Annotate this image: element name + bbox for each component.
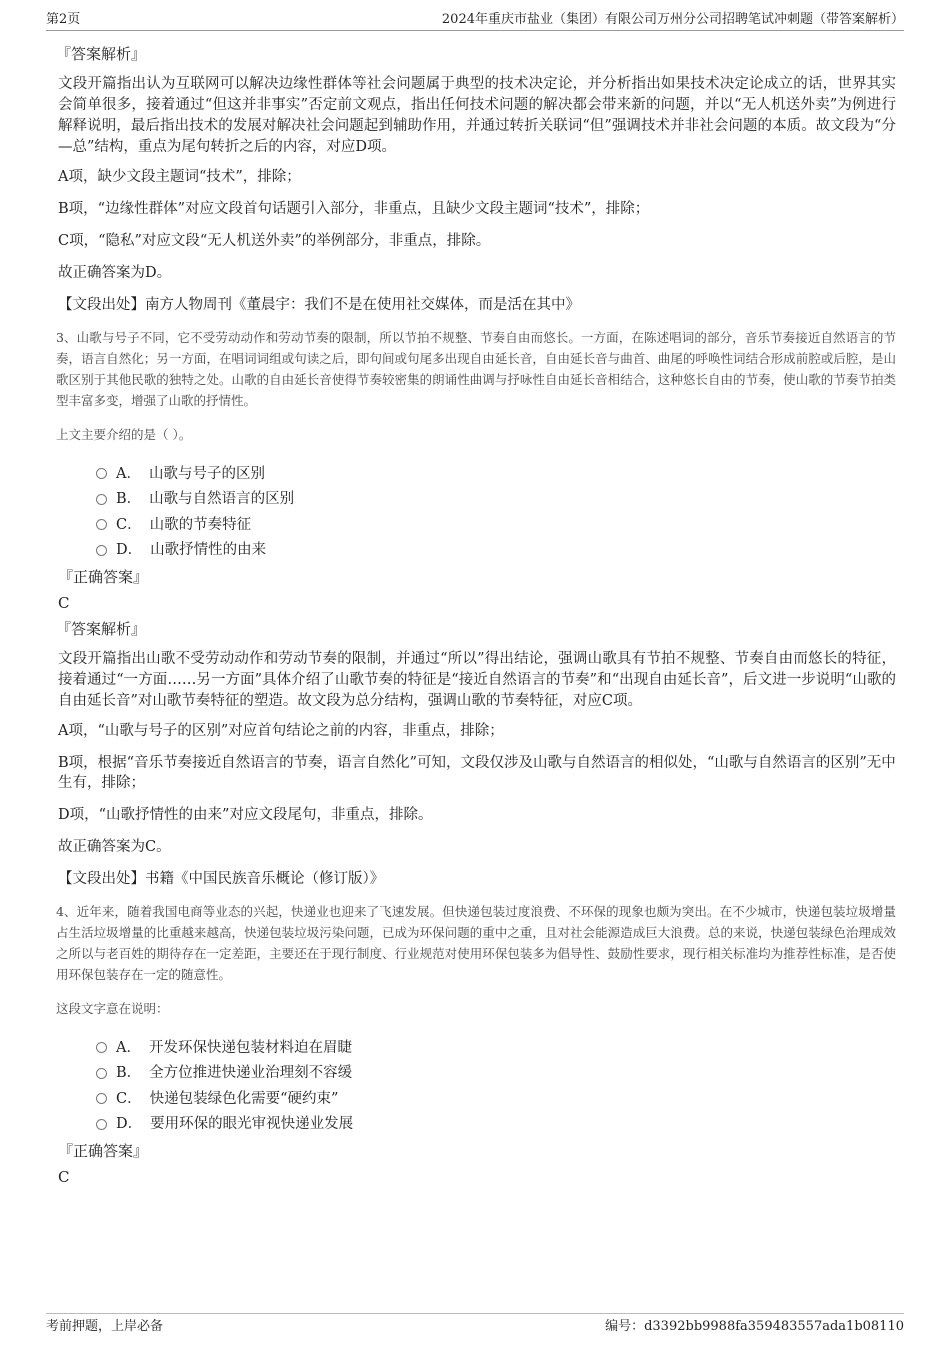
option-letter: B． xyxy=(116,491,142,508)
analysis-item: B项，根据“音乐节奏接近自然语言的节奏，语言自然化”可知，文段仅涉及山歌与自然语言的相似处，“山歌与自然语言的区别”无中生有，排除； xyxy=(58,755,896,791)
document-id: 编号：d3392bb9988fa359483557ada1b08110 xyxy=(605,1319,904,1334)
radio-button-icon[interactable] xyxy=(96,494,107,505)
option-d[interactable] xyxy=(96,538,896,564)
option-letter: C． xyxy=(116,516,142,533)
option-letter: C． xyxy=(116,1090,142,1107)
analysis-label: 『答案解析』 xyxy=(56,620,147,638)
option-text: 快递包装绿色化需要“硬约束” xyxy=(149,1090,339,1107)
option-letter: D． xyxy=(116,1116,143,1133)
footer-slogan: 考前押题，上岸必备 xyxy=(46,1319,164,1334)
radio-button-icon[interactable] xyxy=(96,1068,107,1079)
source-citation: 【文段出处】书籍《中国民族音乐概论（修订版）》 xyxy=(58,871,385,887)
question-4-text: 4、近年来，随着我国电商等业态的兴起，快递业也迎来了飞速发展。但快递包装过度浪费、不环保的现象也颇为突出。在不少城市，快递包装垃圾增量占生活垃圾增量的比重越来越高，快递包装垃圾污染问题，已成为环保问题的重中之重，且对社会能源造成巨大浪费。总的来说，快递包装绿色治理成效之所以与老百姓的期待存在一定差距，主要还在于现行制度、行业规范对使用环保包装多为倡导性、鼓励性要求，现行相关标准均为推荐性标准，是否使用环保包装存在一定的随意性。 xyxy=(56,904,896,982)
correct-answer-label: 『正确答案』 xyxy=(58,568,149,586)
page-number: 第2页 xyxy=(46,12,81,27)
analysis-item: B项，“边缘性群体”对应文段首句话题引入部分，非重点，且缺少文段主题词“技术”，排除； xyxy=(58,201,650,217)
correct-answer: C xyxy=(58,1168,70,1186)
analysis-item: A项，缺少文段主题词“技术”，排除； xyxy=(58,169,301,185)
option-letter: B． xyxy=(116,1065,142,1082)
radio-button-icon[interactable] xyxy=(96,519,107,530)
radio-button-icon[interactable] xyxy=(96,545,107,556)
option-text: 要用环保的眼光审视快递业发展 xyxy=(150,1116,354,1133)
analysis-conclusion: 故正确答案为C。 xyxy=(58,839,171,855)
analysis-paragraph: 文段开篇指出山歌不受劳动动作和劳动节奏的限制，并通过“所以”得出结论，强调山歌具有节拍不规整、节奏自由而悠长的特征，接着通过“一方面……另一方面”具体介绍了山歌节奏的特征是“接近自然语言的节奏”和“出现自由延长音”，后文进一步说明“山歌的自由延长音”对山歌节奏特征的塑造。故文段为总分结构，强调山歌的节奏特征，对应C项。 xyxy=(58,651,896,709)
analysis-item: A项，“山歌与号子的区别”对应首句结论之前的内容，非重点，排除； xyxy=(58,723,504,739)
option-text: 山歌与自然语言的区别 xyxy=(149,491,295,508)
option-c[interactable] xyxy=(96,512,896,538)
correct-answer: C xyxy=(58,594,70,612)
option-d[interactable] xyxy=(96,1112,896,1138)
option-letter: A． xyxy=(116,1039,141,1056)
option-text: 山歌抒情性的由来 xyxy=(150,542,267,559)
option-letter: D． xyxy=(116,542,143,559)
analysis-item: D项，“山歌抒情性的由来”对应文段尾句，非重点，排除。 xyxy=(58,807,433,823)
option-letter: A． xyxy=(116,465,141,482)
option-text: 山歌的节奏特征 xyxy=(149,516,252,533)
option-b[interactable] xyxy=(96,1061,896,1087)
radio-button-icon[interactable] xyxy=(96,1042,107,1053)
question-4-options xyxy=(96,1035,896,1137)
page-footer xyxy=(46,1313,904,1334)
question-3-text: 3、山歌与号子不同，它不受劳动动作和劳动节奏的限制，所以节拍不规整、节奏自由而悠长。一方面，在陈述唱词的部分，音乐节奏接近自然语言的节奏，语言自然化；另一方面，在唱词词组或句读之后，即句间或句尾多出现自由延长音，自由延长音与曲首、曲尾的呼唤性词结合形成前腔或后腔，是山歌区别于其他民歌的独特之处。山歌的自由延长音使得节奏较密集的朗诵性曲调与抒咏性自由延长音相结合，这种悠长自由的节奏，使山歌的节奏节拍类型丰富多变，增强了山歌的抒情性。 xyxy=(56,330,896,408)
source-citation: 【文段出处】南方人物周刊《董晨宇：我们不是在使用社交媒体，而是活在其中》 xyxy=(58,297,580,313)
option-c[interactable] xyxy=(96,1086,896,1112)
question-3-options xyxy=(96,461,896,563)
page-header xyxy=(46,10,904,31)
option-a[interactable] xyxy=(96,1035,896,1061)
question-3-prompt: 上文主要介绍的是（ ）。 xyxy=(56,427,192,442)
option-text: 全方位推进快递业治理刻不容缓 xyxy=(149,1065,353,1082)
analysis-paragraph: 文段开篇指出认为互联网可以解决边缘性群体等社会问题属于典型的技术决定论，并分析指出如果技术决定论成立的话，世界其实会简单很多，接着通过“但这并非事实”否定前文观点，指出任何技术问题的解决都会带来新的问题，并以“无人机送外卖”为例进行解释说明，最后指出技术的发展对解决社会问题起到辅助作用，并通过转折关联词“但”强调技术并非社会问题的本质。故文段为“分—总”结构，重点为尾句转折之后的内容，对应D项。 xyxy=(58,76,896,155)
radio-button-icon[interactable] xyxy=(96,1093,107,1104)
analysis-item: C项，“隐私”对应文段“无人机送外卖”的举例部分，非重点，排除。 xyxy=(58,233,491,249)
page-content xyxy=(56,44,896,1193)
option-text: 山歌与号子的区别 xyxy=(148,465,265,482)
option-a[interactable] xyxy=(96,461,896,487)
option-b[interactable] xyxy=(96,487,896,513)
question-4-prompt: 这段文字意在说明： xyxy=(56,1001,169,1016)
radio-button-icon[interactable] xyxy=(96,1119,107,1130)
option-text: 开发环保快递包装材料迫在眉睫 xyxy=(148,1039,352,1056)
document-title: 2024年重庆市盐业（集团）有限公司万州分公司招聘笔试冲刺题（带答案解析） xyxy=(441,12,904,27)
analysis-label: 『答案解析』 xyxy=(56,45,147,63)
radio-button-icon[interactable] xyxy=(96,468,107,479)
analysis-conclusion: 故正确答案为D。 xyxy=(58,265,172,281)
correct-answer-label: 『正确答案』 xyxy=(58,1142,149,1160)
